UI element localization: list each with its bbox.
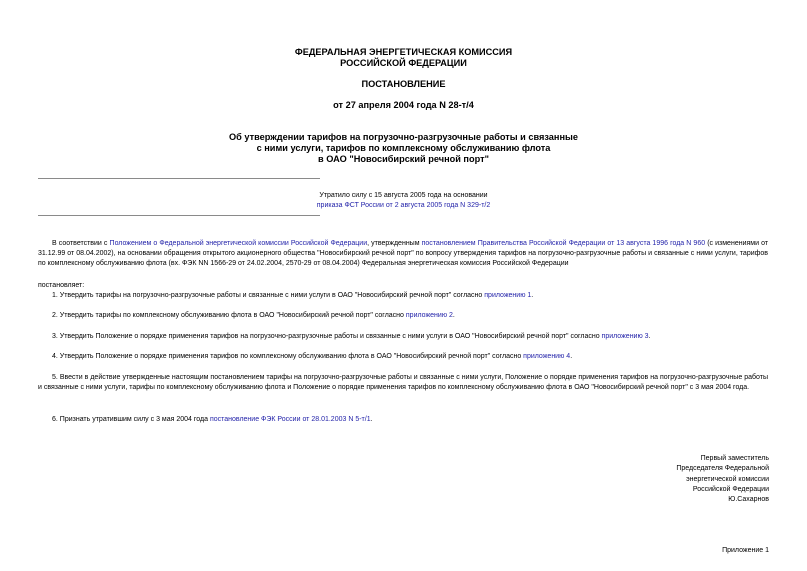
resolution-item-5 [38, 373, 768, 393]
preamble-paragraph [38, 239, 768, 269]
resolves-heading: постановляет: [38, 282, 85, 289]
item-2-tail: . [452, 312, 455, 319]
preamble-text-2: , утвержденным [367, 240, 422, 247]
resolution-item-1 [38, 291, 768, 301]
signatory-line-4: Российской Федерации [692, 485, 769, 493]
appendix-1-link[interactable]: приложению 1 [484, 292, 532, 299]
appendix-2-link[interactable]: приложению 2 [405, 312, 453, 319]
signatory-line-1: Первый заместитель [700, 455, 769, 462]
signature-block [569, 454, 769, 505]
item-3-text: 3. Утвердить Положение о порядке применения тарифов на погрузочно-разгрузочные работы и связанные с ними услуги в ОАО "Новосибирский речной порт" согласно [52, 333, 602, 340]
item-4-text: 4. Утвердить Положение о порядке применения тарифов по комплексному обслуживанию флота в ОАО "Новосибирский речной порт" согласно [52, 353, 524, 360]
item-6-tail: . [370, 416, 373, 423]
divider-bottom [38, 215, 320, 216]
regulation-link[interactable]: Положением о Федеральной энергетической комиссии Российской Федерации [109, 240, 368, 247]
item-5-text: 5. Ввести в действие утвержденные настоящим постановлением тарифы на погрузочно-разгрузочные работы и связанные с ними услуги, Положение о порядке применения тарифов на погрузочно-разгрузочные работы и связанные с ними услуги, тарифы по комплексному обслуживанию флота и Положение о порядке применения тарифов по комплексному обслуживанию флота в ОАО "Новосибирский речной порт" с 3 мая 2004 года. [38, 374, 768, 391]
item-2-text: 2. Утвердить тарифы по комплексному обслуживанию флота в ОАО "Новосибирский речной порт" согласно [52, 312, 406, 319]
title-line-3: в ОАО "Новосибирский речной порт" [318, 154, 489, 164]
preamble-text-3: (с изменениями от 31.12.99 от 08.04.2002), на основании обращения открытого акционерного общества "Новосибирский речной порт" по вопросу утверждения тарифов на погрузочно-разгрузочные работы и связанные с ними услуги, тарифов по комплексному обслуживанию флота (вх. ФЭК NN 1566-29 от 24.02.2004, 2570-29 от 08.04.2004) Федеральная энергетическая комиссия Российской Федерации [38, 240, 769, 267]
document-title [0, 132, 807, 165]
repeal-order-link[interactable]: приказа ФСТ России от 2 августа 2005 года N 329-т/2 [316, 202, 491, 209]
resolution-item-6 [38, 415, 768, 425]
resolution-item-4 [38, 352, 768, 362]
item-1-tail: . [531, 292, 534, 299]
item-6-text: 6. Признать утратившим силу с 3 мая 2004 года [52, 416, 210, 423]
document-date: от 27 апреля 2004 года N 28-т/4 [333, 100, 474, 110]
authority-line-2: РОССИЙСКОЙ ФЕДЕРАЦИИ [340, 58, 467, 68]
resolution-item-3 [38, 332, 768, 342]
item-3-tail: . [648, 333, 651, 340]
document-type: ПОСТАНОВЛЕНИЕ [361, 79, 446, 89]
appendix-4-link[interactable]: приложению 4 [523, 353, 571, 360]
preamble-text-1: В соответствии с [52, 240, 110, 247]
authority-line-1: ФЕДЕРАЛЬНАЯ ЭНЕРГЕТИЧЕСКАЯ КОМИССИЯ [294, 47, 513, 57]
appendix-heading: Приложение 1 [722, 547, 769, 554]
resolution-item-2 [38, 311, 768, 321]
status-note-link-row [0, 201, 807, 210]
title-line-2: с ними услуги, тарифов по комплексному обслуживанию флота [256, 143, 551, 153]
government-decree-link[interactable]: постановлением Правительства Российской Федерации от 13 августа 1996 года N 960 [421, 240, 706, 247]
status-note: Утратило силу с 15 августа 2005 года на основании [319, 192, 488, 199]
appendix-3-link[interactable]: приложению 3 [601, 333, 649, 340]
signatory-line-3: энергетической комиссии [686, 475, 769, 483]
repealed-decree-link[interactable]: постановление ФЭК России от 28.01.2003 N 5-т/1 [209, 416, 371, 423]
item-1-text: 1. Утвердить тарифы на погрузочно-разгрузочные работы и связанные с ними услуги в ОАО "Новосибирский речной порт" согласно [52, 292, 485, 299]
divider-top [38, 178, 320, 179]
item-4-tail: . [570, 353, 573, 360]
signatory-name: Ю.Сахарнов [728, 496, 769, 504]
title-line-1: Об утверждении тарифов на погрузочно-разгрузочные работы и связанные [229, 132, 578, 142]
signatory-line-2: Председателя Федеральной [676, 465, 769, 473]
issuing-authority [0, 47, 807, 69]
